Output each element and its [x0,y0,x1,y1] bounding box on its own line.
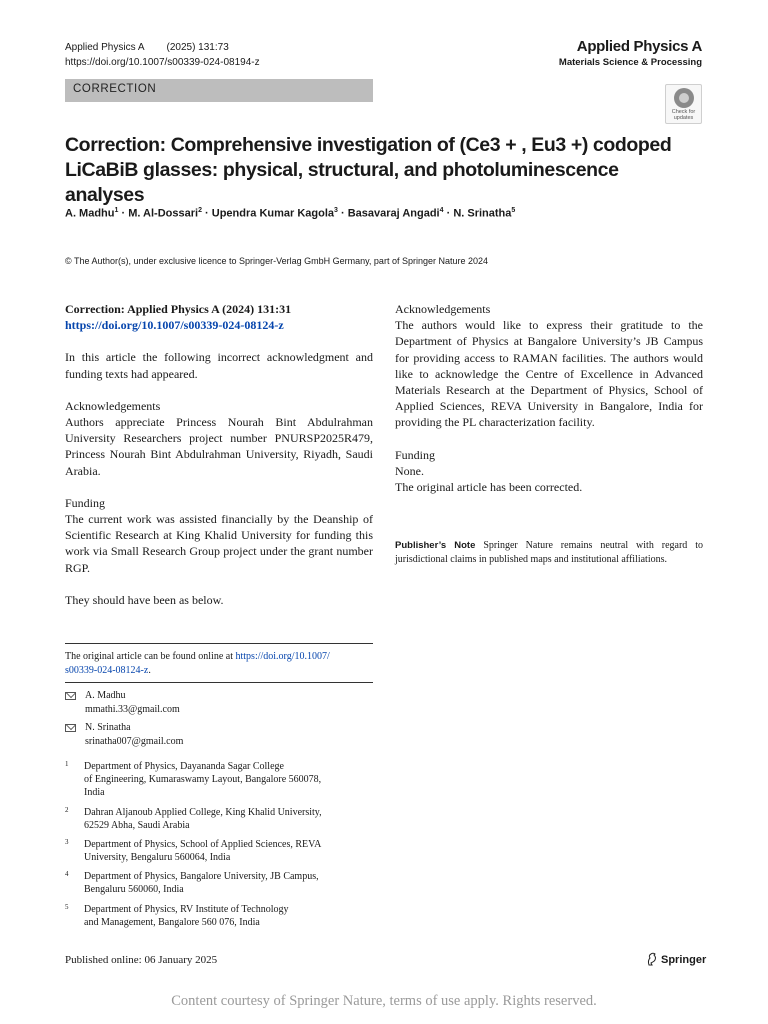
article-type-badge [65,79,373,102]
affiliation [65,806,373,832]
affiliation-number: 1 [65,760,69,768]
affiliation-line: India [84,787,105,798]
author-affiliation-num: 5 [511,207,516,214]
check-updates-line2: updates [673,115,694,121]
contact-author [65,689,373,717]
footnote-divider [65,643,373,644]
journal-logo [559,38,702,70]
author-affiliation-num: 1 [114,207,119,214]
incorrect-ack-text: Authors appreciate Princess Nourah Bint Abdulrahman University Researchers project number PNURSP2025R479, Princess Nourah Bint Abdulrahman University, Riyadh, Saudi Arabia. [65,415,373,478]
contact-email[interactable]: mmathi.33@gmail.com [85,704,180,715]
envelope-icon [65,724,76,732]
affiliation-line: Dahran Aljanoub Applied College, King Khalid University, [84,807,322,818]
publisher-logo [646,952,706,968]
article-doi[interactable]: https://doi.org/10.1007/s00339-024-08194-z [65,57,260,68]
publisher-note [395,539,703,567]
corrected-closing: The original article has been corrected. [395,480,583,495]
affiliation-line: and Management, Bangalore 560 076, India [84,917,260,928]
corrected-ack-heading: Acknowledgements [395,302,491,316]
published-date: Published online: 06 January 2025 [65,954,218,966]
affiliation-number: 4 [65,870,69,878]
check-for-updates-button[interactable] [665,84,702,124]
affiliation-line: Department of Physics, RV Institute of Technology [84,904,289,915]
affiliation [65,870,373,896]
author-separator: · [201,207,212,220]
author-affiliation-num: 2 [198,207,202,214]
incorrect-funding-heading: Funding [65,495,106,510]
affiliation-line: University, Bengaluru 560064, India [84,852,231,863]
check-updates-line1: Check for [671,109,696,115]
corrected-funding-text: None. [395,463,424,478]
journal-logo-subtitle: Materials Science & Processing [558,57,702,68]
affiliation-line: of Engineering, Kumaraswamy Layout, Bangalore 560078, [84,774,322,785]
affiliation-number: 2 [65,806,69,814]
affiliation-line: Department of Physics, School of Applied Sciences, REVA [84,839,322,850]
courtesy-notice: Content courtesy of Springer Nature, terms of use apply. Rights reserved. [171,993,597,1009]
author-affiliation-num: 3 [334,207,338,214]
author-name[interactable]: A. Madhu [65,207,115,220]
publisher-note-text: Springer Nature remains neutral with regard to jurisdictional claims in published maps and institutional affiliations. [395,540,703,565]
affiliation-line: Department of Physics, Bangalore University, JB Campus, [84,871,319,882]
author-separator: · [443,207,454,220]
year-volume: (2025) 131:73 [166,42,229,53]
author-name[interactable]: N. Srinatha [453,207,512,220]
footnote-divider [65,682,373,683]
contact-email[interactable]: srinatha007@gmail.com [85,736,184,747]
article-type-label: CORRECTION [73,83,157,95]
affiliation [65,838,373,864]
author-separator: · [337,207,348,220]
author-name[interactable]: Upendra Kumar Kagola [211,207,335,220]
correction-doi-link[interactable]: https://doi.org/10.1007/s00339-024-08124-z [65,318,284,333]
publisher-note-label: Publisher’s Note [395,540,476,551]
corrected-ack-text: The authors would like to express their gratitude to the Department of Physics at Bangalore University’s JB Campus for providing access to RAMAN facilities. The authors would like to acknowledge the Centre of Excellence in Advanced Materials Research at the Department of Physics, School of Applied Sciences, REVA University in Bangalore, India for providing the PL characterization facility. [395,318,703,430]
author-separator: · [118,207,129,220]
article-title: Correction: Comprehensive investigation of (Ce3 + , Eu3 +) codoped LiCaBiB glasses: physical, structural, and photoluminescence analyses [65,134,672,206]
copyright-notice: © The Author(s), under exclusive licence to Springer-Verlag GmbH Germany, part of Springer Nature 2024 [65,256,488,266]
check-updates-icon [674,88,694,108]
publisher-name: Springer [661,954,707,966]
affiliation-line: Department of Physics, Dayananda Sagar College [84,761,284,772]
affiliation-number: 3 [65,838,69,846]
affiliation [65,903,373,929]
correction-reference: Correction: Applied Physics A (2024) 131:31 [65,302,292,316]
left-column [65,301,373,624]
intro-paragraph: In this article the following incorrect acknowledgment and funding texts had appeared. [65,350,373,381]
original-article-note [65,650,373,677]
contact-author [65,721,373,749]
original-article-suffix: . [148,664,151,676]
corrected-funding-heading: Funding [395,447,436,462]
contact-name: A. Madhu [85,690,126,701]
author-affiliation-num: 4 [439,207,444,214]
author-name[interactable]: M. Al-Dossari [128,207,199,220]
affiliation-number: 5 [65,903,69,911]
journal-name: Applied Physics A [65,42,145,53]
journal-logo-title: Applied Physics A [576,38,702,55]
affiliation [65,760,373,799]
original-article-prefix: The original article can be found online at [65,651,236,662]
contact-name: N. Srinatha [85,722,131,733]
journal-citation [65,40,260,70]
closing-paragraph: They should have been as below. [65,592,224,607]
original-article-link-cont[interactable]: s00339-024-08124-z [65,664,149,676]
incorrect-ack-heading: Acknowledgements [65,398,161,413]
incorrect-funding-text: The current work was assisted financially by the Deanship of Scientific Research at King Khalid University for funding this work via Small Research Group project under the grant number RGP. [65,512,373,575]
original-article-link[interactable]: https://doi.org/10.1007/ [235,651,330,662]
author-list [65,203,515,222]
author-name[interactable]: Basavaraj Angadi [347,207,440,220]
right-column [395,301,703,511]
springer-horse-icon [646,952,658,966]
envelope-icon [65,692,76,700]
affiliation-line: 62529 Abha, Saudi Arabia [84,820,190,831]
affiliation-line: Bengaluru 560060, India [84,884,184,895]
